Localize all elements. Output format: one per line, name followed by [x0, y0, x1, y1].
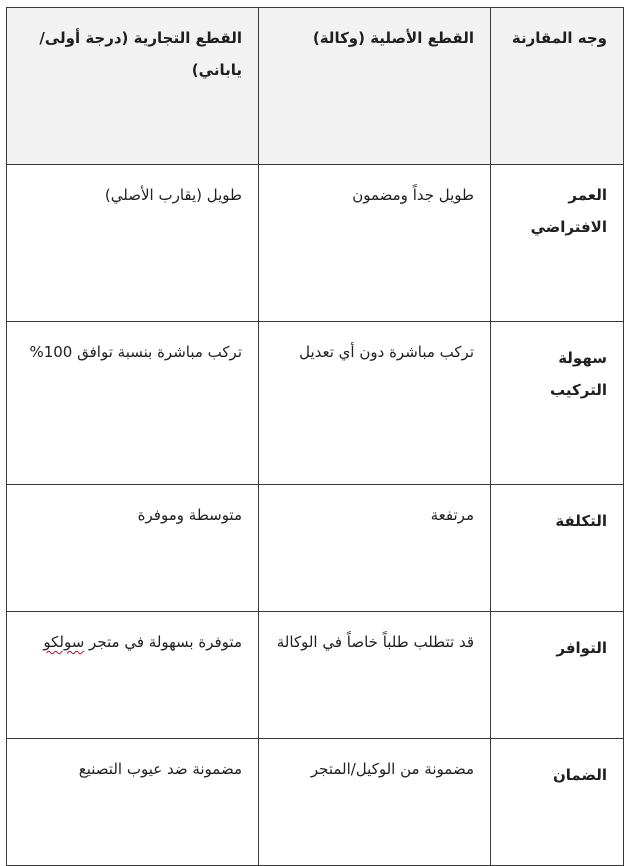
- table-row: [7, 612, 624, 739]
- cell-original: طويل جداً ومضمون: [259, 165, 491, 322]
- cell-commercial: طويل (يقارب الأصلي): [7, 165, 259, 322]
- cell-commercial: [7, 612, 259, 739]
- cell-commercial: متوسطة وموفرة: [7, 485, 259, 612]
- cell-commercial: تركب مباشرة بنسبة توافق 100%: [7, 322, 259, 485]
- row-aspect-availability: التوافر: [491, 612, 624, 739]
- store-name-spellcheck: سولكو: [43, 633, 85, 651]
- table-row: [7, 739, 624, 866]
- cell-original: تركب مباشرة دون أي تعديل: [259, 322, 491, 485]
- cell-commercial: مضمونة ضد عيوب التصنيع: [7, 739, 259, 866]
- header-original-parts: القطع الأصلية (وكالة): [259, 8, 491, 165]
- table-row: [7, 322, 624, 485]
- cell-original: قد تتطلب طلباً خاصاً في الوكالة: [259, 612, 491, 739]
- header-commercial-parts: القطع التجارية (درجة أولى/ياباني): [7, 8, 259, 165]
- table-row: [7, 485, 624, 612]
- row-aspect-installation: سهولة التركيب: [491, 322, 624, 485]
- row-aspect-warranty: الضمان: [491, 739, 624, 866]
- availability-text: متوفرة بسهولة في متجر: [84, 633, 242, 651]
- comparison-table-wrapper: [6, 7, 623, 866]
- row-aspect-lifespan: العمر الافتراضي: [491, 165, 624, 322]
- table-row: [7, 165, 624, 322]
- cell-original: مضمونة من الوكيل/المتجر: [259, 739, 491, 866]
- table-header-row: [7, 8, 624, 165]
- header-aspect: وجه المقارنة: [491, 8, 624, 165]
- comparison-table: [6, 7, 624, 866]
- row-aspect-cost: التكلفة: [491, 485, 624, 612]
- cell-original: مرتفعة: [259, 485, 491, 612]
